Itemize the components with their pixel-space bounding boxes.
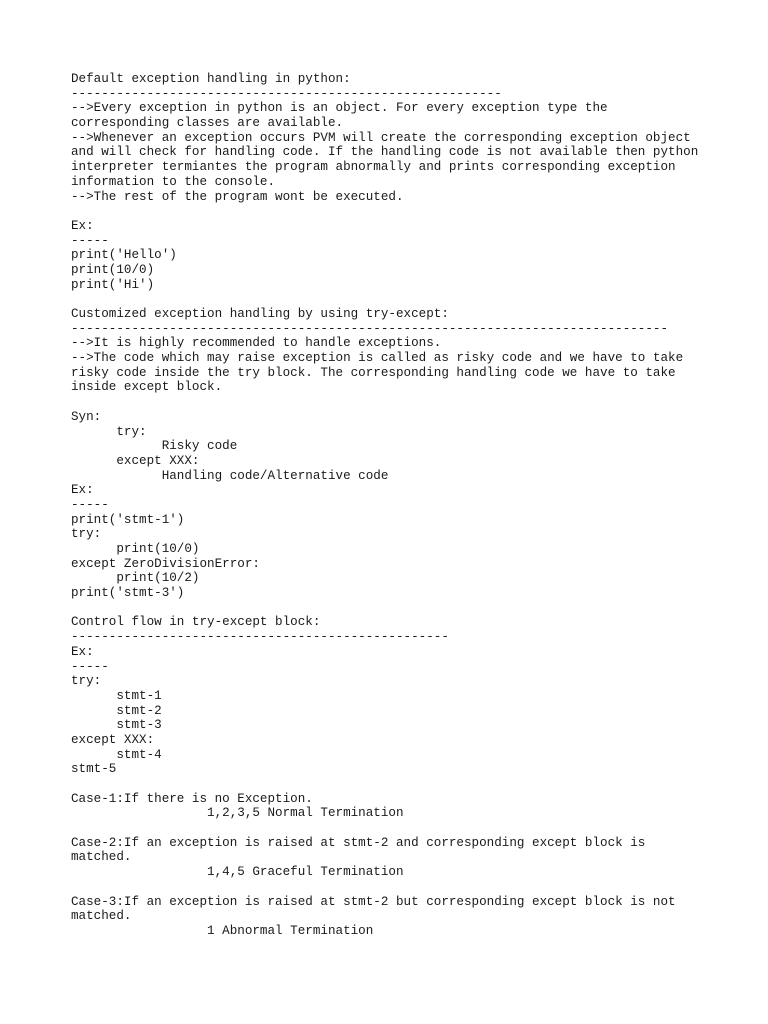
document-line (71, 777, 751, 792)
document-line (71, 395, 751, 410)
document-line: print(10/0) (71, 542, 200, 556)
document-line (71, 204, 751, 219)
document-line: Case-3:If an exception is raised at stmt-2 but corresponding except block is not (71, 894, 676, 909)
document-line: information to the console. (71, 174, 276, 189)
document-line: Handling code/Alternative code (71, 468, 389, 483)
document-line: except ZeroDivisionError: (71, 556, 260, 571)
document-line: Ex: (71, 218, 94, 233)
document-line: print('Hi') (71, 277, 155, 292)
document-line: print('Hello') (71, 248, 177, 263)
document-line: corresponding classes are available. (71, 116, 344, 131)
document-line: --------------------------------------------------------- (71, 86, 502, 101)
document-line: -->The code which may raise exception is called as risky code and we have to take (71, 351, 684, 366)
document-line: 1 Abnormal Termination (71, 923, 374, 938)
document-text (71, 72, 751, 939)
document-line: stmt-3 (71, 718, 162, 733)
document-line: ------------------------------------------------------------------------------- (71, 321, 669, 336)
document-line: except XXX: (71, 732, 155, 747)
document-line: print('stmt-3') (71, 586, 185, 601)
document-line: stmt-4 (71, 747, 162, 762)
document-line: print('stmt-1') (71, 512, 185, 527)
document-line: -->It is highly recommended to handle exceptions. (71, 336, 442, 351)
document-line: matched. (71, 909, 132, 924)
document-line: Default exception handling in python: (71, 72, 351, 86)
document-line: ----- (71, 233, 109, 248)
document-line (71, 821, 751, 836)
document-line: ----- (71, 497, 109, 512)
document-line: Case-2:If an exception is raised at stmt-2 and corresponding except block is (71, 835, 646, 850)
document-line: try: (71, 674, 102, 689)
document-line: -->Whenever an exception occurs PVM will create the corresponding exception object (71, 130, 691, 145)
document-line: interpreter termiantes the program abnormally and prints corresponding exception (71, 160, 676, 175)
document-line: Case-1:If there is no Exception. (71, 791, 313, 806)
document-line (71, 601, 751, 616)
document-line: inside except block. (71, 380, 223, 395)
document-line: and will check for handling code. If the handling code is not available then python (71, 145, 699, 160)
document-line: 1,4,5 Graceful Termination (71, 865, 404, 880)
document-line: risky code inside the try block. The corresponding handling code we have to take (71, 365, 676, 380)
document-line: Ex: (71, 483, 94, 498)
document-line: matched. (71, 850, 132, 865)
document-line: print(10/2) (71, 571, 200, 586)
document-line: print(10/0) (71, 262, 155, 277)
document-line: except XXX: (71, 453, 200, 468)
document-line: -------------------------------------------------- (71, 630, 449, 645)
document-line: -->The rest of the program wont be executed. (71, 189, 404, 204)
document-line (71, 292, 751, 307)
document-line: Ex: (71, 644, 94, 659)
document-line: try: (71, 424, 147, 439)
document-line: try: (71, 527, 102, 542)
document-line: Customized exception handling by using try-except: (71, 307, 449, 321)
document-line: stmt-5 (71, 762, 117, 777)
document-line: stmt-1 (71, 688, 162, 703)
document-line: stmt-2 (71, 703, 162, 718)
document-line: ----- (71, 659, 109, 674)
document-line: Risky code (71, 439, 238, 454)
document-line (71, 880, 751, 895)
document-line: -->Every exception in python is an object. For every exception type the (71, 101, 608, 116)
document-line: Syn: (71, 409, 102, 424)
document-line: 1,2,3,5 Normal Termination (71, 806, 404, 821)
document-line: Control flow in try-except block: (71, 615, 321, 630)
